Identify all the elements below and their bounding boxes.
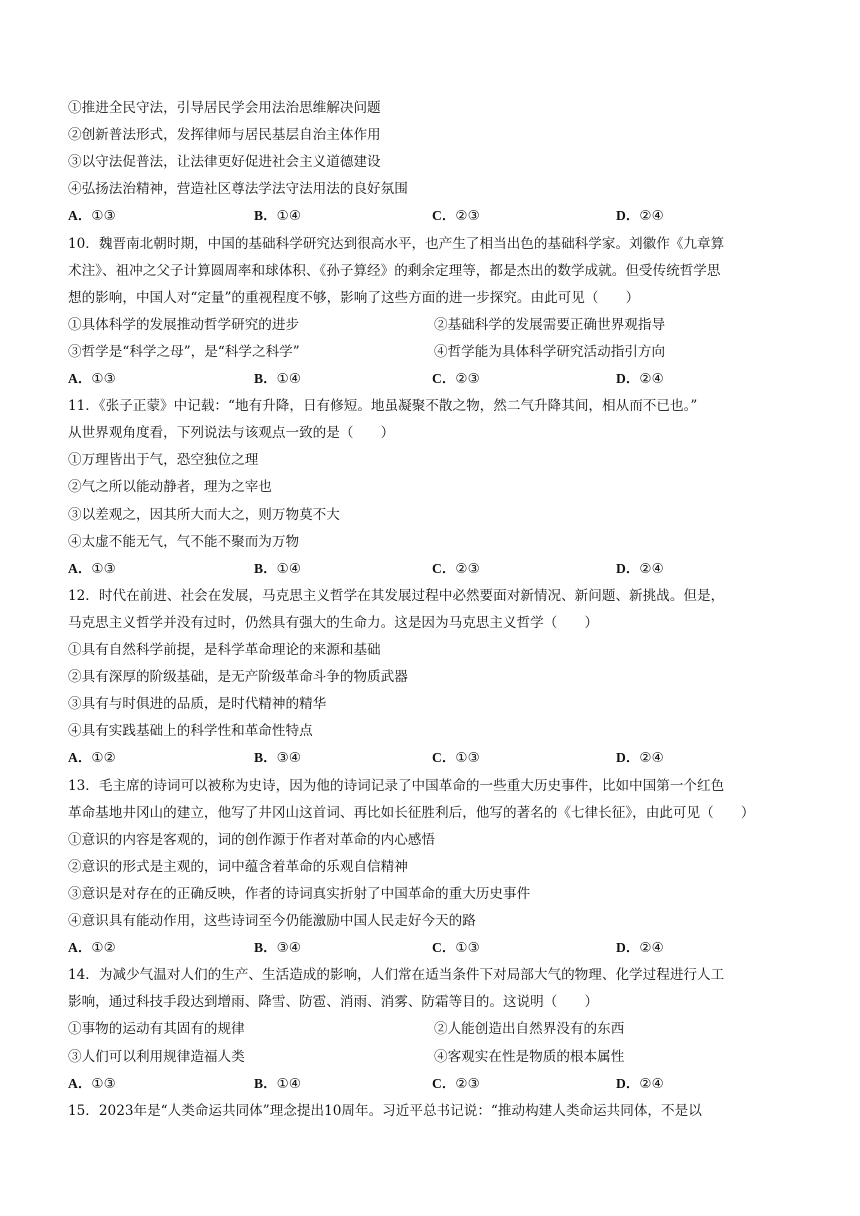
choice-text: ②③ [455, 208, 480, 225]
choice-letter: A． [68, 940, 92, 956]
choice-text: ①④ [276, 1075, 302, 1092]
text-line: 想的影响，中国人对“定量”的重视程度不够，影响了这些方面的进一步探究。由此可见（ ） [68, 289, 640, 306]
statement-option: ④哲学能为具体科学研究活动指引方向 [434, 343, 666, 360]
choice-text: ②④ [639, 560, 664, 577]
answer-choice [616, 206, 664, 226]
answer-choice [432, 1074, 480, 1094]
text-line: ①推进全民守法，引导居民学会用法治思维解决问题 [68, 100, 381, 116]
choice-letter: C． [432, 560, 456, 576]
answer-choice [68, 559, 116, 579]
text-line: 12．时代在前进、社会在发展，马克思主义哲学在其发展过程中必然要面对新情况、新问题、新挑战。但是， [68, 587, 725, 604]
answer-choice [432, 559, 480, 579]
answer-choice [254, 938, 301, 958]
answer-choice [432, 369, 480, 389]
statement-option: ④客观实在性是物质的根本属性 [434, 1048, 625, 1065]
choice-text: ②④ [639, 1075, 664, 1092]
text-line: ②创新普法形式，发挥律师与居民基层自治主体作用 [68, 127, 381, 144]
text-line: 15．2023年是“人类命运共同体”理念提出10周年。习近平总书记说：“推动构建人类命运共同体，不是以 [68, 1102, 702, 1119]
text-line: 14．为减少气温对人们的生产、生活造成的影响，人们常在适当条件下对局部大气的物理、化学过程进行人工 [68, 967, 725, 984]
text-line: ①意识的内容是客观的，词的创作源于作者对革命的内心感悟 [68, 831, 436, 848]
choice-text: ①③ [91, 208, 116, 225]
text-line: ③以差观之，因其所大而大之，则万物莫不大 [68, 506, 340, 523]
statement-option: ③哲学是“科学之母”，是“科学之科学” [68, 343, 300, 360]
text-line: 13．毛主席的诗词可以被称为史诗，因为他的诗词记录了中国革命的一些重大历史事件，比如中国第一个红色 [68, 777, 725, 794]
choice-letter: C． [432, 940, 456, 956]
choice-letter: C． [432, 208, 456, 224]
statement-option: ②人能创造出自然界没有的东西 [434, 1021, 625, 1038]
choice-text: ①② [91, 750, 116, 767]
text-line: 马克思主义哲学并没有过时，仍然具有强大的生命力。这是因为马克思主义哲学（ ） [68, 614, 599, 631]
choice-letter: B． [254, 750, 277, 766]
choice-text: ①③ [91, 1075, 116, 1092]
choice-letter: C． [432, 750, 456, 766]
answer-choice [68, 1074, 116, 1094]
text-line: 革命基地井冈山的建立，他写了井冈山这首词、再比如长征胜利后，他写的著名的《七律长征》，由此可见（ ） [68, 804, 755, 821]
choice-text: ③④ [276, 750, 302, 767]
choice-letter: D． [616, 940, 640, 956]
answer-choice [68, 206, 116, 226]
answer-choice [68, 938, 116, 958]
answer-choice [432, 206, 480, 226]
text-line: 10．魏晋南北朝时期，中国的基础科学研究达到很高水平，也产生了相当出色的基础科学家。刘徽作《九章算 [68, 235, 725, 252]
choice-text: ①③ [91, 371, 116, 387]
choice-letter: A． [68, 750, 92, 766]
answer-choice [254, 559, 301, 579]
text-line: ④意识具有能动作用，这些诗词至今仍能激励中国人民走好今天的路 [68, 913, 476, 929]
answer-choice [254, 369, 301, 389]
choice-letter: B． [254, 560, 277, 576]
choice-text: ①④ [276, 208, 302, 225]
choice-letter: D． [616, 208, 640, 224]
text-line: ④弘扬法治精神，营造社区尊法学法守法用法的良好氛围 [68, 181, 408, 198]
text-line: ①万理皆出于气，恐空独位之理 [68, 452, 259, 469]
answer-choice [616, 369, 664, 389]
choice-text: ①③ [455, 940, 480, 957]
choice-letter: A． [68, 371, 92, 386]
choice-letter: B． [254, 940, 277, 956]
choice-text: ②④ [639, 940, 664, 957]
choice-letter: B． [254, 208, 277, 224]
choice-text: ②③ [455, 1075, 480, 1092]
text-line: ②具有深厚的阶级基础，是无产阶级革命斗争的物质武器 [68, 669, 408, 686]
choice-letter: A． [68, 208, 92, 224]
choice-text: ①③ [91, 560, 116, 577]
choice-letter: B． [254, 1075, 277, 1091]
text-line: ④太虚不能无气，气不能不聚而为万物 [68, 533, 300, 550]
choice-text: ①② [91, 940, 116, 957]
choice-letter: D． [616, 371, 640, 386]
text-line: 术注》、祖冲之父子计算圆周率和球体积、《孙子算经》的剩余定理等，都是杰出的数学成就。但受传统哲学思 [68, 262, 721, 279]
choice-text: ③④ [276, 940, 302, 957]
choice-letter: C． [432, 371, 456, 386]
choice-text: ①③ [455, 750, 480, 767]
answer-choice [68, 369, 116, 389]
answer-choice [432, 938, 480, 958]
statement-option: ①事物的运动有其固有的规律 [68, 1021, 245, 1038]
answer-choice [616, 1074, 664, 1094]
text-line: 11．《张子正蒙》中记载：“地有升降，日有修短。地虽凝聚不散之物，然二气升降其间，相从而不已也。” [68, 398, 698, 415]
text-line: ①具有自然科学前提，是科学革命理论的来源和基础 [68, 642, 381, 658]
choice-text: ①④ [276, 560, 302, 577]
text-line: ③具有与时俱进的品质，是时代精神的精华 [68, 696, 327, 713]
choice-letter: D． [616, 750, 640, 766]
answer-choice [68, 748, 116, 768]
answer-choice [254, 206, 301, 226]
choice-letter: C． [432, 1075, 456, 1091]
choice-letter: A． [68, 560, 92, 576]
text-line: ③以守法促普法，让法律更好促进社会主义道德建设 [68, 154, 381, 171]
text-line: ②意识的形式是主观的，词中蕴含着革命的乐观自信精神 [68, 858, 408, 875]
answer-choice [432, 748, 480, 768]
choice-letter: D． [616, 1075, 640, 1091]
statement-option: ③人们可以利用规律造福人类 [68, 1048, 245, 1065]
text-line: ④具有实践基础上的科学性和革命性特点 [68, 723, 313, 740]
text-line: ②气之所以能动静者，理为之宰也 [68, 479, 272, 496]
choice-text: ②④ [639, 750, 664, 767]
answer-choice [616, 559, 664, 579]
choice-text: ②③ [455, 560, 480, 577]
choice-letter: A． [68, 1075, 92, 1091]
answer-choice [254, 748, 301, 768]
text-line: 从世界观角度看，下列说法与该观点一致的是（ ） [68, 425, 395, 442]
statement-option: ①具体科学的发展推动哲学研究的进步 [68, 316, 300, 333]
answer-choice [254, 1074, 301, 1094]
text-line: ③意识是对存在的正确反映，作者的诗词真实折射了中国革命的重大历史事件 [68, 885, 531, 902]
choice-text: ②④ [639, 371, 664, 387]
choice-letter: B． [254, 371, 277, 386]
choice-text: ②④ [639, 208, 664, 225]
text-line: 影响，通过科技手段达到增雨、降雪、防雹、消雨、消雾、防霜等目的。这说明（ ） [68, 994, 599, 1011]
choice-letter: D． [616, 560, 640, 576]
statement-option: ②基础科学的发展需要正确世界观指导 [434, 316, 666, 333]
choice-text: ②③ [455, 371, 480, 387]
choice-text: ①④ [276, 371, 302, 387]
answer-choice [616, 938, 664, 958]
answer-choice [616, 748, 664, 768]
